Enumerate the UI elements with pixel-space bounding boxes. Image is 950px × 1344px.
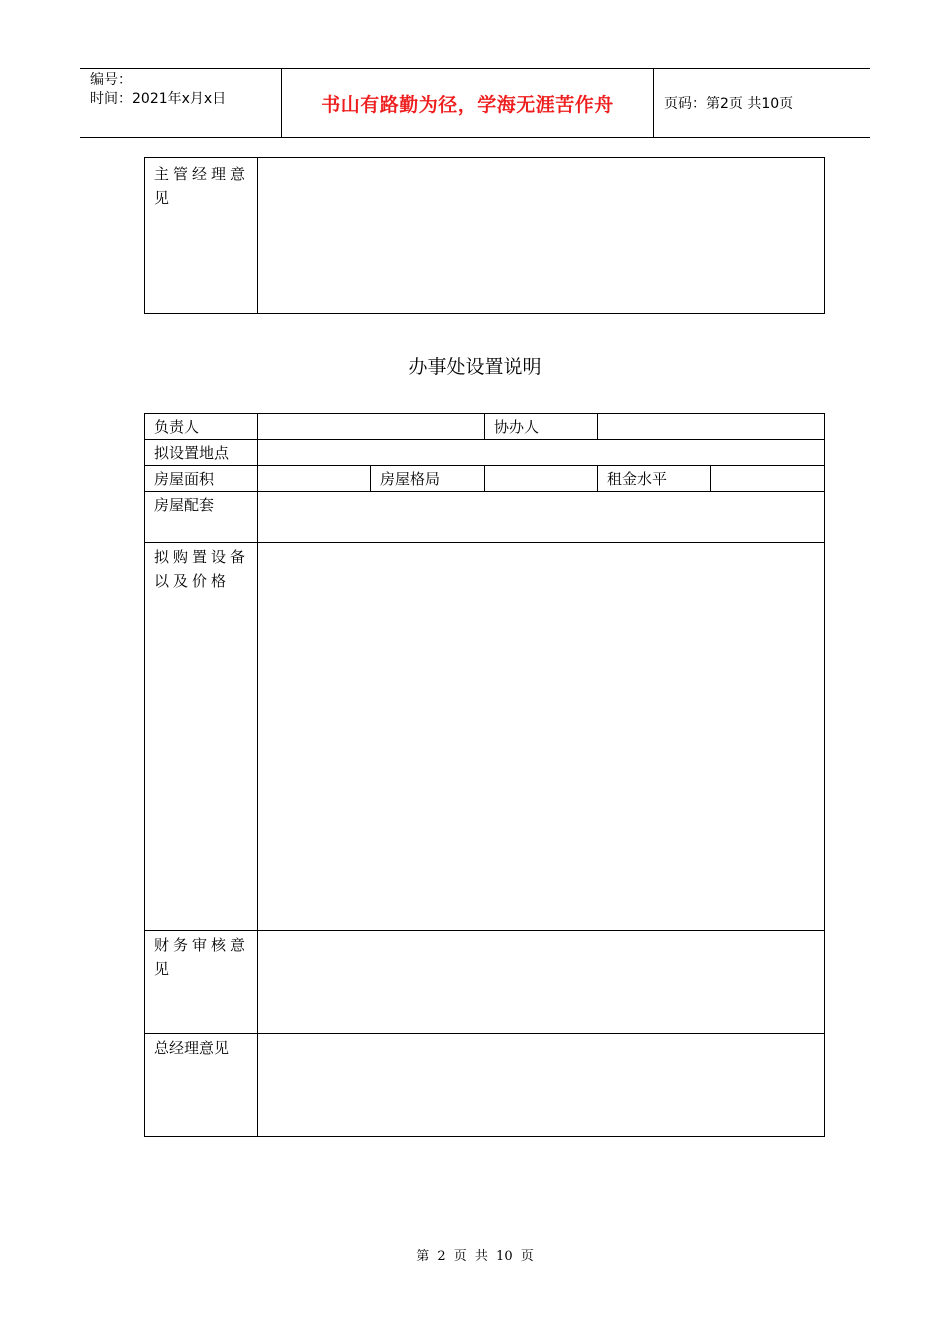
house-layout-label: 房屋格局 — [380, 470, 441, 488]
finance-review-label: 财务审核意见 — [154, 936, 250, 978]
responsible-person-label: 负责人 — [154, 418, 200, 436]
header-meta — [80, 69, 282, 137]
date-line: 时间：2021年x月x日 — [90, 91, 227, 107]
rent-level-field[interactable] — [711, 466, 824, 491]
office-setup-form — [144, 413, 825, 1137]
equipment-prices-label: 拟购置设备以及价格 — [154, 548, 250, 590]
equipment-prices-field[interactable] — [258, 543, 824, 930]
number-label: 编号： — [90, 72, 132, 88]
rent-level-label: 租金水平 — [607, 470, 668, 488]
assistant-field[interactable] — [598, 414, 824, 439]
finance-review-field[interactable] — [258, 931, 824, 1033]
assistant-label: 协办人 — [494, 418, 540, 436]
manager-opinion-table — [144, 157, 825, 314]
page-footer: 第 2 页 共 10 页 — [416, 1249, 534, 1264]
header-page-info — [654, 69, 870, 137]
gm-opinion-field[interactable] — [258, 1034, 824, 1136]
motto-text: 书山有路勤为径，学海无涯苦作舟 — [321, 93, 614, 116]
house-layout-field[interactable] — [485, 466, 597, 491]
header-motto — [282, 69, 654, 137]
responsible-person-field[interactable] — [258, 414, 484, 439]
gm-opinion-label: 总经理意见 — [154, 1039, 230, 1057]
document-header — [80, 68, 870, 138]
page-info-text: 页码：第2页 共10页 — [664, 96, 794, 112]
section-title: 办事处设置说明 — [408, 356, 542, 378]
manager-opinion-label: 主管经理意见 — [154, 165, 250, 207]
house-facilities-label: 房屋配套 — [154, 496, 215, 514]
manager-opinion-field[interactable] — [258, 158, 824, 313]
house-area-field[interactable] — [258, 466, 370, 491]
house-facilities-field[interactable] — [258, 492, 824, 542]
house-area-label: 房屋面积 — [154, 470, 215, 488]
proposed-location-field[interactable] — [258, 440, 824, 465]
proposed-location-label: 拟设置地点 — [154, 444, 230, 462]
